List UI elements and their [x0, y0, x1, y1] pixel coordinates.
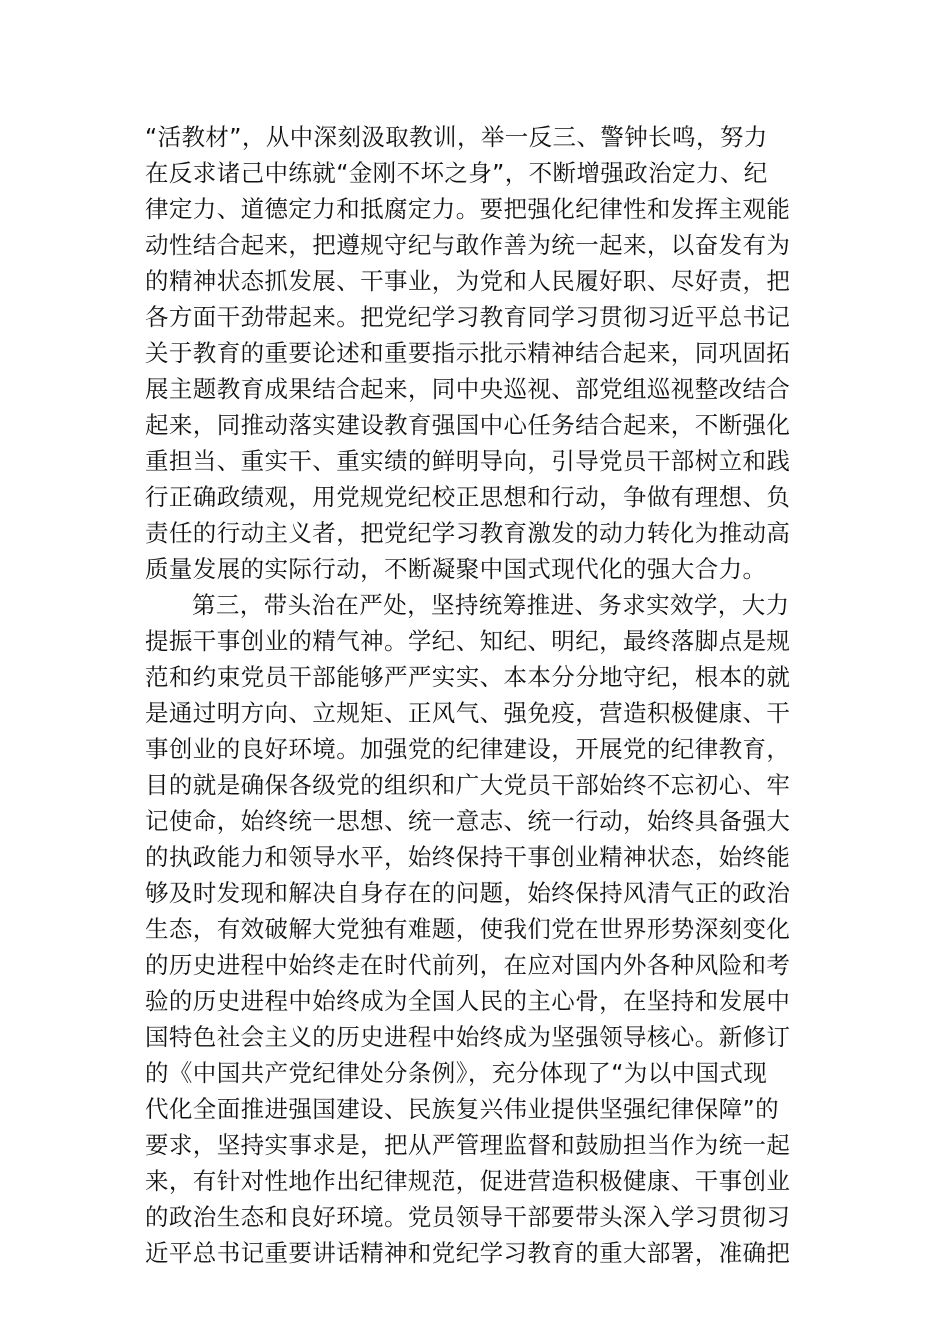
text-line: 是通过明方向、立规矩、正风气、强免疫，营造积极健康、干 [145, 699, 791, 727]
text-line: 国特色社会主义的历史进程中始终成为坚强领导核心。新修订 [145, 1023, 791, 1051]
text-line: 记使命，始终统一思想、统一意志、统一行动，始终具备强大 [145, 807, 791, 835]
text-line: 动性结合起来，把遵规守纪与敢作善为统一起来，以奋发有为 [145, 231, 791, 259]
text-line: 事创业的良好环境。加强党的纪律建设，开展党的纪律教育， [145, 735, 791, 763]
text-line: 验的历史进程中始终成为全国人民的主心骨，在坚持和发展中 [145, 987, 791, 1015]
text-line: 近平总书记重要讲话精神和党纪学习教育的重大部署，准确把 [145, 1239, 791, 1267]
text-line: 各方面干劲带起来。把党纪学习教育同学习贯彻习近平总书记 [145, 303, 791, 331]
text-line: 责任的行动主义者，把党纪学习教育激发的动力转化为推动高 [145, 519, 791, 547]
paragraph-start-line: 第三，带头治在严处，坚持统筹推进、务求实效学，大力 [192, 591, 790, 619]
text-line: 质量发展的实际行动，不断凝聚中国式现代化的强大合力。 [145, 555, 767, 583]
text-line: 起来，同推动落实建设教育强国中心任务结合起来，不断强化 [145, 411, 791, 439]
body-text [145, 119, 810, 1271]
text-line: “活教材”，从中深刻汲取教训，举一反三、警钟长鸣，努力 [145, 123, 768, 151]
text-line: 来，有针对性地作出纪律规范，促进营造积极健康、干事创业 [145, 1167, 791, 1195]
text-line: 的执政能力和领导水平，始终保持干事创业精神状态，始终能 [145, 843, 791, 871]
text-line: 范和约束党员干部能够严严实实、本本分分地守纪，根本的就 [145, 663, 791, 691]
text-line: 关于教育的重要论述和重要指示批示精神结合起来，同巩固拓 [145, 339, 791, 367]
text-line: 行正确政绩观，用党规党纪校正思想和行动，争做有理想、负 [145, 483, 791, 511]
text-line: 展主题教育成果结合起来，同中央巡视、部党组巡视整改结合 [145, 375, 791, 403]
text-line: 的政治生态和良好环境。党员领导干部要带头深入学习贯彻习 [145, 1203, 791, 1231]
text-line: 的《中国共产党纪律处分条例》，充分体现了“为以中国式现 [145, 1059, 768, 1087]
text-line: 在反求诸己中练就“金刚不坏之身”，不断增强政治定力、纪 [145, 159, 768, 187]
text-line: 律定力、道德定力和抵腐定力。要把强化纪律性和发挥主观能 [145, 195, 791, 223]
text-line: 代化全面推进强国建设、民族复兴伟业提供坚强纪律保障”的 [145, 1095, 779, 1123]
text-line: 要求，坚持实事求是，把从严管理监督和鼓励担当作为统一起 [145, 1131, 791, 1159]
text-line: 够及时发现和解决自身存在的问题，始终保持风清气正的政治 [145, 879, 791, 907]
text-line: 生态，有效破解大党独有难题，使我们党在世界形势深刻变化 [145, 915, 791, 943]
text-line: 的历史进程中始终走在时代前列，在应对国内外各种风险和考 [145, 951, 791, 979]
text-line: 的精神状态抓发展、干事业，为党和人民履好职、尽好责，把 [145, 267, 791, 295]
text-line: 重担当、重实干、重实绩的鲜明导向，引导党员干部树立和践 [145, 447, 791, 475]
text-line: 提振干事创业的精气神。学纪、知纪、明纪，最终落脚点是规 [145, 627, 791, 655]
text-line: 目的就是确保各级党的组织和广大党员干部始终不忘初心、牢 [145, 771, 791, 799]
